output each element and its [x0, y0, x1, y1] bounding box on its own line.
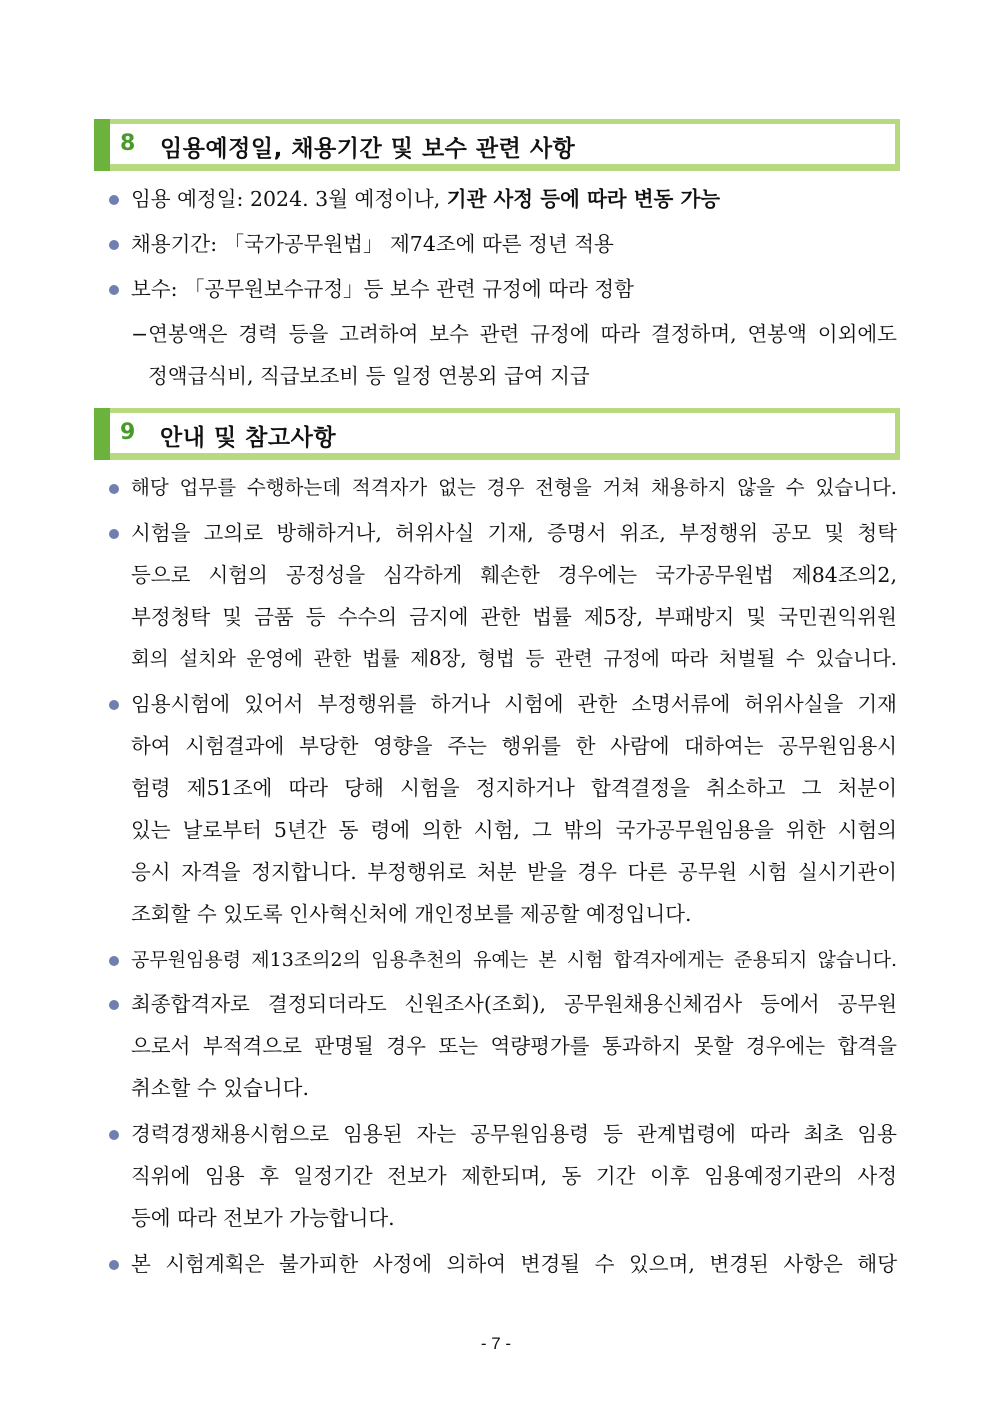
bullet-icon: [109, 1000, 119, 1010]
section-8-title: 임용예정일, 채용기간 및 보수 관련 사항: [160, 136, 576, 162]
bullet-icon: [109, 240, 119, 250]
s9-item-3-line6: 조회할 수 있도록 인사혁신처에 개인정보를 제공할 예정입니다.: [131, 902, 692, 926]
s9-item-3-line3: 험령 제51조에 따라 당해 시험을 정지하거나 합격결정을 취소하고 그 처분이: [131, 776, 897, 800]
s8-item-start-date: 임용 예정일: 2024. 3월 예정이나, 기관 사정 등에 따라 변동 가능: [131, 187, 721, 211]
s9-item-2-line1: 시험을 고의로 방해하거나, 허위사실 기재, 증명서 위조, 부정행위 공모 및 청탁: [131, 521, 897, 545]
section-8-number: 8: [120, 131, 136, 156]
s8-item-pay: 보수: 「공무원보수규정」등 보수 관련 규정에 따라 정함: [131, 277, 634, 301]
bullet-icon: [109, 529, 119, 539]
s9-item-7-line1: 본 시험계획은 불가피한 사정에 의하여 변경될 수 있으며, 변경된 사항은 해당: [131, 1252, 897, 1276]
s9-item-6-line2: 직위에 임용 후 일정기간 전보가 제한되며, 동 기간 이후 임용예정기관의 사정: [131, 1164, 897, 1188]
bullet-icon: [109, 285, 119, 295]
section-8-header: [94, 119, 900, 171]
s9-item-3-line1: 임용시험에 있어서 부정행위를 하거나 시험에 관한 소명서류에 허위사실을 기재: [131, 692, 897, 716]
s9-item-5-line3: 취소할 수 있습니다.: [131, 1076, 309, 1100]
bullet-icon: [109, 195, 119, 205]
s9-item-6-line3: 등에 따라 전보가 가능합니다.: [131, 1206, 395, 1230]
s9-item-4: 공무원임용령 제13조의2의 임용추천의 유예는 본 시험 합격자에게는 준용되지 않습니다.: [131, 949, 897, 971]
bullet-icon: [109, 956, 119, 966]
s9-item-3-line2: 하여 시험결과에 부당한 영향을 주는 행위를 한 사람에 대하여는 공무원임용시: [131, 734, 897, 758]
section-9-number: 9: [120, 420, 136, 445]
s9-item-6-line1: 경력경쟁채용시험으로 임용된 자는 공무원임용령 등 관계법령에 따라 최초 임용: [131, 1122, 897, 1146]
s9-item-3-line4: 있는 날로부터 5년간 동 령에 의한 시험, 그 밖의 국가공무원임용을 위한 시험의: [131, 818, 897, 842]
s9-item-2-line4: 회의 설치와 운영에 관한 법률 제8장, 형법 등 관련 규정에 따라 처벌될 수 있습니다.: [131, 647, 897, 670]
s8-subitem-line1: −연봉액은 경력 등을 고려하여 보수 관련 규정에 따라 결정하며, 연봉액 이외에도: [131, 322, 897, 346]
section-9-title: 안내 및 참고사항: [160, 425, 337, 451]
s9-item-5-line2: 으로서 부적격으로 판명될 경우 또는 역량평가를 통과하지 못할 경우에는 합격을: [131, 1034, 897, 1058]
s9-item-5-line1: 최종합격자로 결정되더라도 신원조사(조회), 공무원채용신체검사 등에서 공무원: [131, 992, 897, 1016]
s9-item-2-line2: 등으로 시험의 공정성을 심각하게 훼손한 경우에는 국가공무원법 제84조의2,: [131, 563, 897, 587]
page-number: - 7 -: [480, 1334, 512, 1353]
bullet-icon: [109, 1260, 119, 1270]
bullet-icon: [109, 1130, 119, 1140]
s9-item-3-line5: 응시 자격을 정지합니다. 부정행위로 처분 받을 경우 다른 공무원 시험 실시기관이: [131, 860, 897, 884]
bullet-icon: [109, 484, 119, 494]
bullet-icon: [109, 700, 119, 710]
s8-item-period: 채용기간: 「국가공무원법」 제74조에 따른 정년 적용: [131, 232, 614, 256]
s9-item-1: 해당 업무를 수행하는데 적격자가 없는 경우 전형을 거쳐 채용하지 않을 수 있습니다.: [131, 476, 897, 499]
s8-subitem-line2: 정액급식비, 직급보조비 등 일정 연봉외 급여 지급: [148, 364, 590, 388]
section-9-header: [94, 408, 900, 460]
s9-item-2-line3: 부정청탁 및 금품 등 수수의 금지에 관한 법률 제5장, 부패방지 및 국민권익위원: [131, 605, 897, 629]
